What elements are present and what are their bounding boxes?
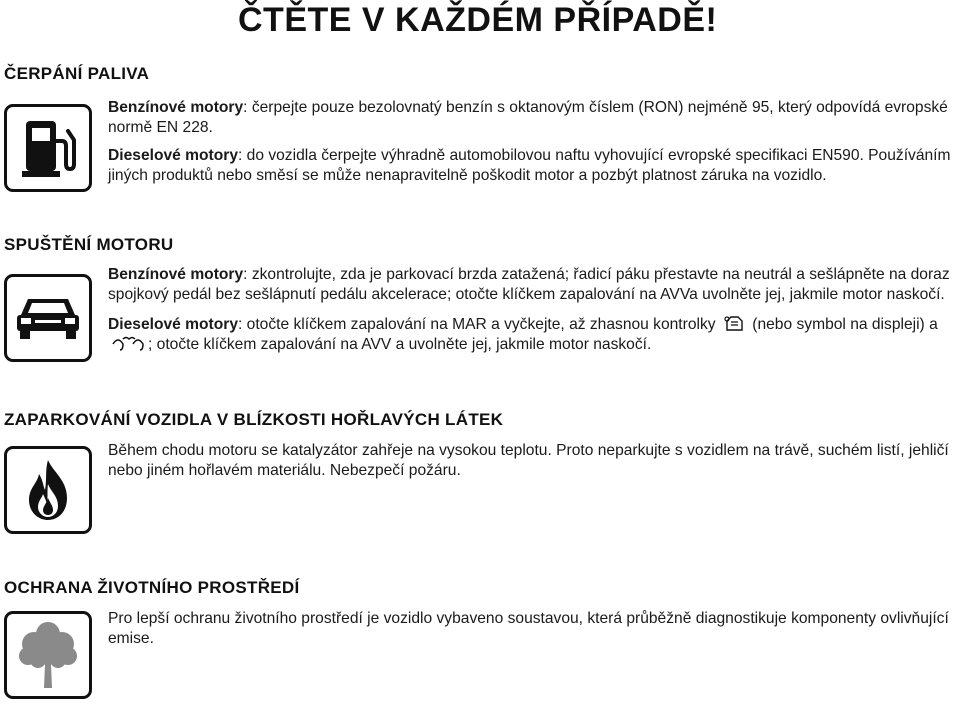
tree-icon-box — [4, 611, 92, 699]
text-start-diesel-b: (nebo symbol na displeji) a — [752, 316, 938, 333]
flame-icon — [23, 458, 73, 522]
paragraph-parking: Během chodu motoru se katalyzátor zahřeje na vysokou teplotu. Proto neparkujte s vozidlem na trávě, suchém listí, jehličí nebo jiném hořlavém materiálu. Nebezpečí požáru. — [108, 442, 949, 479]
lead-petrol: Benzínové motory — [108, 99, 244, 116]
glow-plug-icon — [111, 336, 145, 352]
car-icon-box — [4, 274, 92, 362]
lead-diesel: Dieselové motory — [108, 147, 238, 164]
fuel-icon-box — [4, 104, 92, 192]
text-start-petrol: : zkontrolujte, zda je parkovací brzda zatažená; řadicí páku přestavte na neutrál a sešlápněte na doraz spojkový pedál bez sešlápnutí pedálu akcelerace; otočte klíčkem zapalování na AVVa uvolněte jej, jakmile motor naskočí. — [108, 266, 950, 303]
tree-icon — [14, 620, 82, 690]
section-heading-parking: ZAPARKOVÁNÍ VOZIDLA V BLÍZKOSTI HOŘLAVÝCH LÁTEK — [4, 410, 504, 429]
text-start-diesel-c: ; otočte klíčkem zapalování na AVV a uvolněte jej, jakmile motor naskočí. — [148, 336, 652, 353]
paragraph-fuel-diesel — [108, 146, 958, 186]
text-diesel: : do vozidla čerpejte výhradně automobilovou naftu vyhovující evropské specifikaci EN590. Používáním jiných produktů nebo směsí se může nenapravitelně poškodit motor a pozbýt platnost záruka na vozidlo. — [108, 147, 951, 184]
paragraph-start-petrol — [108, 265, 958, 305]
lead-start-diesel: Dieselové motory — [108, 316, 238, 333]
car-icon — [14, 293, 82, 343]
page-title: ČTĚTE V KAŽDÉM PŘÍPADĚ! — [238, 1, 718, 39]
text-petrol: : čerpejte pouze bezolovnatý benzín s oktanovým číslem (RON) nejméně 95, který odpovídá evropské normě EN 228. — [108, 99, 948, 136]
section-heading-environment: OCHRANA ŽIVOTNÍHO PROSTŘEDÍ — [4, 578, 300, 597]
paragraph-environment: Pro lepší ochranu životního prostředí je vozidlo vybaveno soustavou, která průběžně diagnostikuje komponenty ovlivňující emise. — [108, 610, 949, 647]
lead-start-petrol: Benzínové motory — [108, 266, 244, 283]
section-heading-engine-start: SPUŠTĚNÍ MOTORU — [4, 235, 174, 254]
text-start-diesel-a: : otočte klíčkem zapalování na MAR a vyčkejte, až zhasnou kontrolky — [238, 316, 716, 333]
paragraph-start-diesel — [108, 314, 958, 355]
flame-icon-box — [4, 446, 92, 534]
paragraph-fuel-petrol — [108, 98, 958, 138]
fuel-pump-icon — [18, 115, 78, 181]
section-heading-fuel: ČERPÁNÍ PALIVA — [4, 64, 150, 83]
warning-lights-icon — [723, 314, 745, 332]
